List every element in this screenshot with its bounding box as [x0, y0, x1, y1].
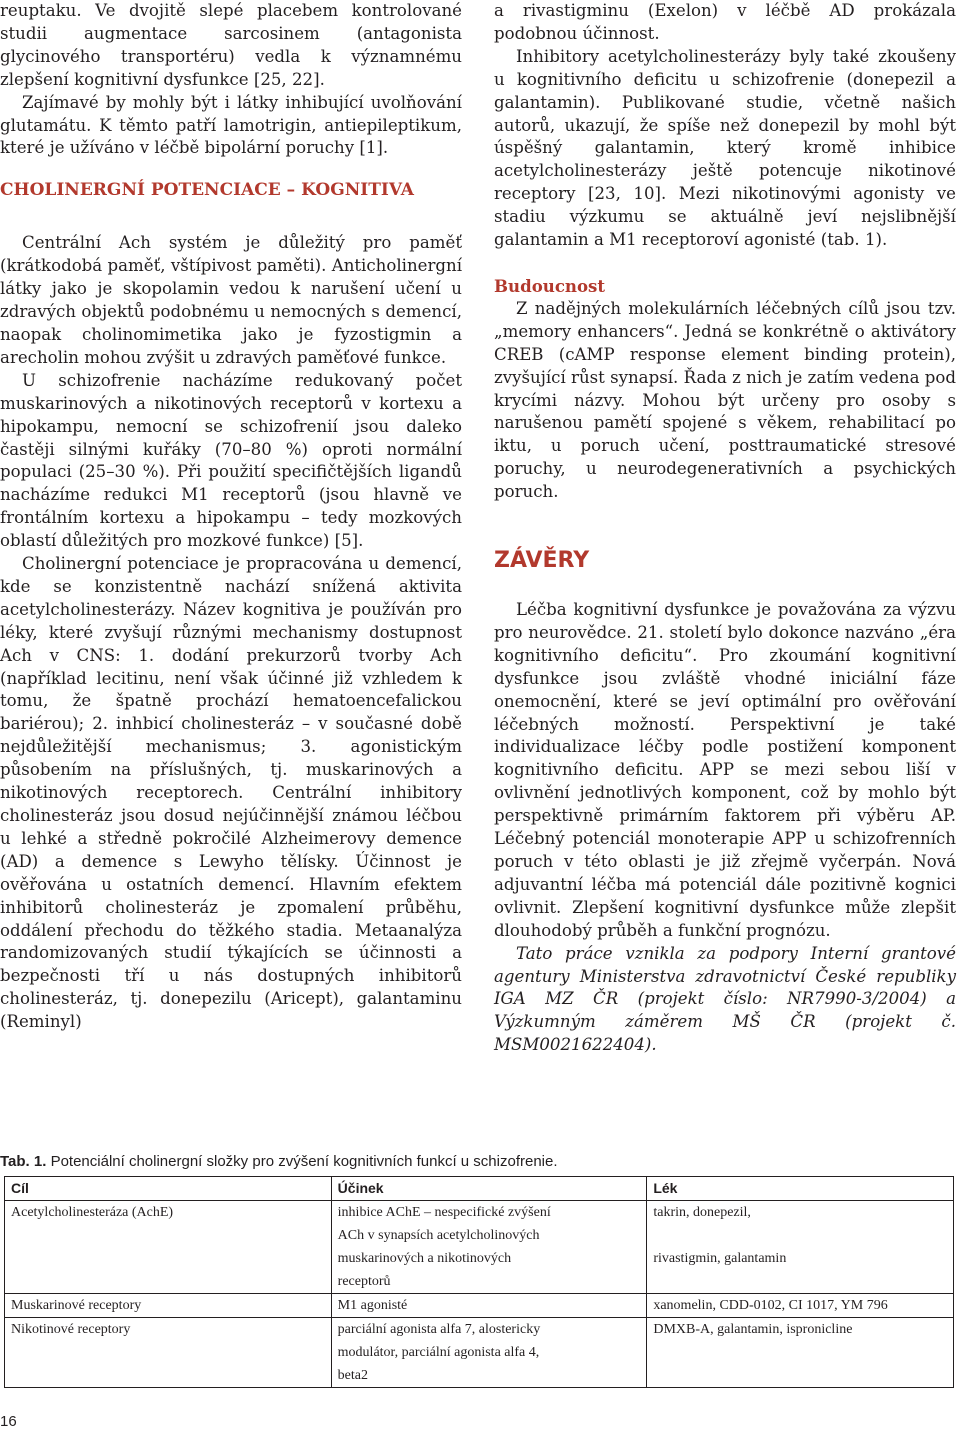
subheading-budoucnost: Budoucnost — [494, 275, 606, 296]
table-cell-target: Acetylcholinesteráza (AchE) — [5, 1201, 332, 1294]
column-header: Lék — [647, 1177, 954, 1201]
paragraph: U schizofrenie nacházíme redukovaný počet muskarinových a nikotinových receptorů v kortexu a hipokampu, nemocní se schizofrenií jsou daleko častěji silnými kuřáky (70–80 %) oproti normální populaci (25–30 %). Při použití specifičtějších ligandů nacházíme redukci M1 receptorů (jsou hlavně ve frontálním kortexu a hipokampu – tedy mozkových oblastí důležitých pro mozkové funkce) [5]. — [0, 370, 462, 551]
cell-line: parciální agonista alfa 7, alostericky — [337, 1322, 541, 1337]
paragraph: Centrální Ach systém je důležitý pro paměť (krátkodobá paměť, vštípivost paměti). Anticholinergní látky jako je skopolamin vedou k narušení učení u zdravých objektů podobnému u nemocných s demencí, naopak cholinomimetika jako je fyzostigmin a arecholin mohou zvýšit u zdravých paměťové funkce. — [0, 233, 462, 367]
table-row — [5, 1294, 954, 1318]
cell-line: ACh v synapsích acetylcholinových — [337, 1228, 540, 1243]
paragraph: Léčba kognitivní dysfunkce je považována za výzvu pro neurovědce. 21. století bylo dokonce nazváno „éra kognitivního deficitu“. Pro zkoumání kognitivní dysfunkce jsou zvláště vhodné iniciální fáze onemocnění, které se jeví optimální pro ověřování léčebných možností. Perspektivní je také individualizace léčby podle postižení komponent kognitivního deficitu. APP se mezi sebou liší v ovlivnění jednotlivých komponent, což by mohlo být perspektivně primárním faktorem při výběru AP. Léčebný potenciál monoterapie APP u schizofrenních poruch v této oblasti je již zřejmě vyčerpán. Nová adjuvantní léčba má potenciál dále pozitivně kognici ovlivnit. Zlepšení kognitivní dysfunkce může zlepšit dlouhodobý průběh a funkční prognózu. — [494, 600, 956, 940]
table-cell-drug: DMXB-A, galantamin, ispronicline — [647, 1318, 954, 1388]
cell-line: inhibice AChE – nespecifické zvýšení — [337, 1205, 551, 1220]
table-header-row — [5, 1177, 954, 1201]
cell-line: rivastigmin, galantamin — [653, 1251, 787, 1266]
acknowledgement: Tato práce vznikla za podpory Interní grantové agentury Ministerstva zdravotnictví České republiky IGA MZ ČR (projekt číslo: NR7990-3/2004) a Výzkumným záměrem MŠ ČR (projekt č. MSM0021622404). — [494, 943, 956, 1055]
table-cell-drug: xanomelin, CDD-0102, CI 1017, YM 796 — [647, 1294, 954, 1318]
cell-line — [653, 1224, 947, 1247]
section-heading-cholinergic: CHOLINERGNÍ POTENCIACE – KOGNITIVA — [0, 180, 414, 201]
table-cell-effect: M1 agonisté — [331, 1294, 647, 1318]
table-label: Tab. 1. — [0, 1153, 47, 1170]
paragraph: Cholinergní potenciace je propracována u demencí, kde se konzistentně nachází snížená aktivita acetylcholinesterázy. Název kognitiva je používán pro léky, které zvyšují různými mechanismy dostupnost Ach v CNS: 1. dodání prekurzorů tvorby Ach (například lecitinu, není však účinné již vzhledem k tomu, že špatně prochází hematoencefalickou bariérou); 2. inhbicí cholinesteráz – v současné době nejdůležitější mechanismus; 3. agonistickým působením na příslušných, tj. muskarinových a nikotinových receptorech. Centrální inhibitory cholinesteráz jsou dosud nejúčinnější známou léčbou u lehké a středně pokročilé Alzheimerovy demence (AD) a demence s Lewyho tělísky. Účinnost je ověřována u ostatních demencí. Hlavním efektem inhibitorů cholinesteráz je zpomalení průběhu, oddálení přechodu do těžkého stadia. Metaanalýza randomizovaných studií týkajících se účinnosti a bezpečnosti tří u nás dostupných inhibitorů cholinesteráz, tj. donepezilu (Aricept), galantaminu (Reminyl) — [0, 554, 462, 1032]
table-cell-effect — [331, 1318, 647, 1388]
cell-line: muskarinových a nikotinových — [337, 1251, 512, 1266]
right-column — [494, 0, 956, 1057]
left-column — [0, 0, 462, 1034]
cell-line: takrin, donepezil, — [653, 1205, 751, 1220]
column-header: Účinek — [331, 1177, 647, 1201]
section-heading-zavery: ZÁVĚRY — [494, 548, 590, 574]
table-row — [5, 1201, 954, 1294]
table-caption-text: Potenciální cholinergní složky pro zvýšení kognitivních funkcí u schizofrenie. — [50, 1153, 558, 1170]
cell-line: modulátor, parciální agonista alfa 4, — [337, 1345, 540, 1360]
table-cell-drug — [647, 1201, 954, 1294]
table-cell-effect — [331, 1201, 647, 1294]
data-table — [4, 1176, 954, 1388]
cell-line: receptorů — [337, 1274, 391, 1289]
table-cell-target: Nikotinové receptory — [5, 1318, 332, 1388]
column-header: Cíl — [5, 1177, 332, 1201]
paragraph: Zajímavé by mohly být i látky inhibující uvolňování glutamátu. K těmto patří lamotrigin, antiepileptikum, které je užíváno v léčbě bipolární poruchy [1]. — [0, 92, 462, 158]
page-number: 16 — [0, 1413, 17, 1430]
paragraph: Z nadějných molekulárních léčebných cílů jsou tzv. „memory enhancers“. Jedná se konkrétně o aktivátory CREB (cAMP response element binding protein), zvyšující růst synapsí. Řada z nich je zatím vedena pod krycími názvy. Mohou být určeny pro osoby s narušenou pamětí spojené s věkem, rehabilitací po iktu, u poruch učení, posttraumatické stresové poruchy, u neurodegenerativních a psychických poruch. — [494, 298, 956, 502]
table-row — [5, 1318, 954, 1388]
table-caption — [0, 1152, 960, 1171]
table-cell-target: Muskarinové receptory — [5, 1294, 332, 1318]
paragraph: a rivastigminu (Exelon) v léčbě AD prokázala podobnou účinnost. — [494, 1, 956, 43]
paragraph: Inhibitory acetylcholinesterázy byly také zkoušeny u kognitivního deficitu u schizofrenie (donepezil a galantamin). Publikované studie, včetně našich autorů, ukazují, že spíše než donepezil by mohl být úspěšný galantamin, který kromě inhibice acetylcholinesterázy ještě potencuje nikotinové receptory [23, 10]. Mezi nikotinovými agonisty ve stadiu výzkumu se aktuálně jeví nejslibnější galantamin a M1 receptoroví agonisté (tab. 1). — [494, 46, 956, 250]
cell-line: beta2 — [337, 1368, 368, 1383]
paragraph: reuptaku. Ve dvojitě slepé placebem kontrolované studii augmentace sarcosinem (antagonista glycinového transportéru) vedla k významnému zlepšení kognitivní dysfunkce [25, 22]. — [0, 1, 462, 89]
